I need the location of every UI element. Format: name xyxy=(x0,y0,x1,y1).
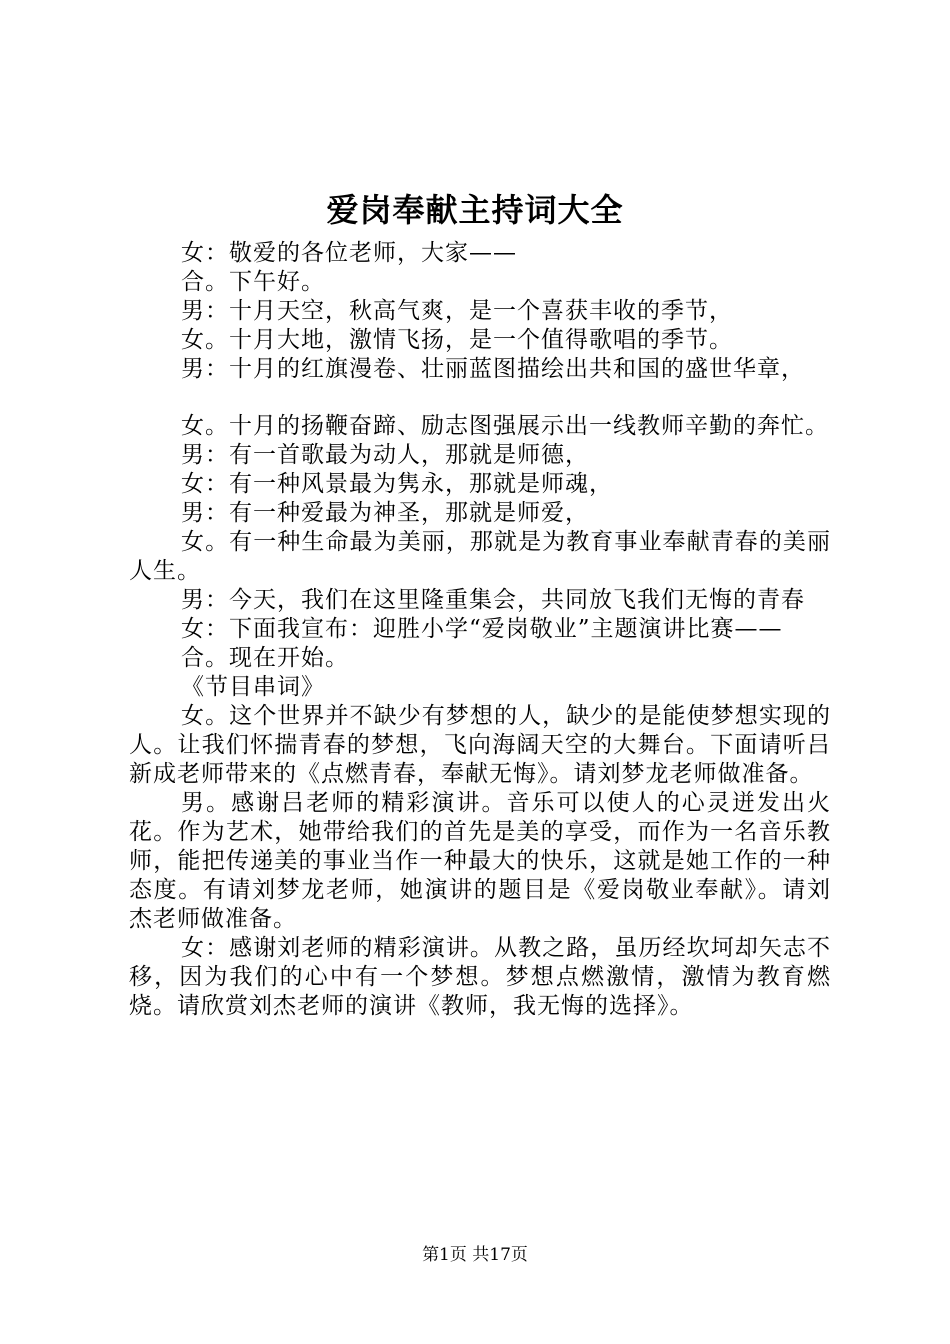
paragraph: 男：今天，我们在这里隆重集会，共同放飞我们无悔的青春 xyxy=(181,587,805,613)
paragraph: 女。这个世界并不缺少有梦想的人，缺少的是能使梦想实现的人。让我们怀揣青春的梦想，飞向海阔天空的大舞台。下面请听吕新成老师带来的《点燃青春，奉献无悔》。请刘梦龙老师做准备。 xyxy=(129,703,831,787)
paragraph: 女。有一种生命最为美丽，那就是为教育事业奉献青春的美丽人生。 xyxy=(129,529,831,584)
paragraph: 女。十月的扬鞭奋蹄、励志图强展示出一线教师辛勤的奔忙。 xyxy=(181,413,829,439)
document-title: 爱岗奉献主持词大全 xyxy=(326,191,624,229)
document-body xyxy=(129,239,831,1021)
paragraph: 合。现在开始。 xyxy=(181,645,349,671)
paragraph: 女：下面我宣布：迎胜小学“爱岗敬业”主题演讲比赛—— xyxy=(181,616,783,642)
paragraph: 女：感谢刘老师的精彩演讲。从教之路，虽历经坎坷却矢志不移，因为我们的心中有一个梦想。梦想点燃激情，激情为教育燃烧。请欣赏刘杰老师的演讲《教师，我无悔的选择》。 xyxy=(129,935,831,1019)
blank-line xyxy=(129,384,831,412)
text-line: 女。十月大地，激情飞扬，是一个值得歌唱的季节。 xyxy=(181,327,733,353)
text-line: 女：敬爱的各位老师，大家—— xyxy=(181,240,517,266)
text-line: 男：十月的红旗漫卷、壮丽蓝图描绘出共和国的盛世华章， xyxy=(181,356,805,382)
text-line: 男：十月天空，秋高气爽，是一个喜获丰收的季节， xyxy=(181,298,733,324)
section-heading: 《节目串词》 xyxy=(181,674,325,700)
page-footer: 第1页 共17页 xyxy=(422,1245,528,1265)
paragraph: 男。感谢吕老师的精彩演讲。音乐可以使人的心灵迸发出火花。作为艺术，她带给我们的首先是美的享受，而作为一名音乐教师，能把传递美的事业当作一种最大的快乐，这就是她工作的一种态度。有请刘梦龙老师，她演讲的题目是《爱岗敬业奉献》。请刘杰老师做准备。 xyxy=(129,790,831,932)
paragraph: 女：有一种风景最为隽永，那就是师魂， xyxy=(181,471,613,497)
text-line: 合。下午好。 xyxy=(181,269,325,295)
paragraph: 男：有一种爱最为神圣，那就是师爱， xyxy=(181,500,589,526)
paragraph: 男：有一首歌最为动人，那就是师德， xyxy=(181,442,589,468)
